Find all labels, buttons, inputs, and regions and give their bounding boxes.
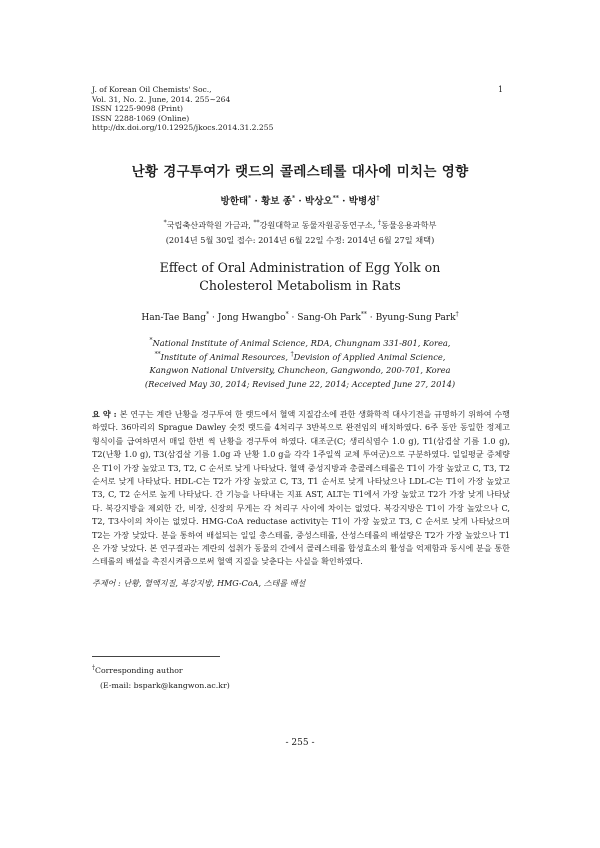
doi-link[interactable]: http://dx.doi.org/10.12925/jkocs.2014.31.2.255 xyxy=(92,123,274,133)
footnote-mark: † xyxy=(92,664,95,672)
author-name: 박병성 xyxy=(348,196,377,207)
affiliation-mark: † xyxy=(290,350,294,358)
footnote-divider xyxy=(92,656,220,657)
author-mark: † xyxy=(455,310,459,318)
author-name: Han-Tae Bang xyxy=(141,313,207,323)
english-title xyxy=(0,259,600,295)
affiliation-mark: * xyxy=(163,219,167,227)
affiliation-text: 동물응용과학부 xyxy=(381,220,437,230)
affiliation-line xyxy=(0,337,600,351)
english-title-line: Effect of Oral Administration of Egg Yolk on xyxy=(159,260,441,275)
footnote xyxy=(92,664,392,693)
author-mark: † xyxy=(376,194,380,202)
author-mark: * xyxy=(291,194,296,202)
issn-online: ISSN 2288-1069 (Online) xyxy=(92,113,190,123)
author-separator: · xyxy=(295,196,306,207)
author-mark: ** xyxy=(360,310,367,318)
english-title-line: Cholesterol Metabolism in Rats xyxy=(199,278,401,293)
page-number-bottom: - 255 - xyxy=(285,738,315,748)
author-separator: · xyxy=(209,313,218,323)
journal-info xyxy=(92,85,392,133)
author-separator: · xyxy=(338,196,349,207)
english-authors xyxy=(0,310,600,323)
journal-name: J. of Korean Oil Chemists' Soc., xyxy=(92,85,212,94)
issn-print: ISSN 1225-9098 (Print) xyxy=(92,104,183,114)
korean-title: 난황 경구투여가 랫드의 콜레스테롤 대사에 미치는 영향 xyxy=(131,164,469,180)
journal-volume: Vol. 31, No. 2. June, 2014. 255~264 xyxy=(92,94,231,104)
affiliation-mark: ** xyxy=(154,350,161,358)
abstract-label: 요 약 : xyxy=(92,409,120,419)
author-name: 황보 종 xyxy=(261,196,292,207)
author-mark: * xyxy=(285,310,289,318)
korean-authors xyxy=(0,193,600,207)
affiliation-text: 강원대학교 동물자원공동연구소, xyxy=(259,220,379,230)
page-number-top: 1 xyxy=(498,85,504,94)
affiliation-text: Devision of Applied Animal Science, xyxy=(293,351,446,362)
author-name: Byung-Sung Park xyxy=(375,313,456,323)
author-separator: · xyxy=(288,313,298,323)
affiliation-text: National Institute of Animal Science, RDA, Chungnam 331-801, Korea, xyxy=(152,338,451,348)
author-mark: ** xyxy=(332,194,339,202)
affiliation-mark: * xyxy=(149,337,153,345)
affiliation-line: Kangwon National University, Chuncheon, Gangwondo, 200-701, Korea xyxy=(149,365,451,376)
korean-affiliations xyxy=(0,218,600,247)
author-name: 박상오 xyxy=(305,196,333,207)
affiliation-text: Institute of Animal Resources, xyxy=(160,351,291,362)
author-name: 방한태 xyxy=(220,196,249,207)
affiliation-mark: ** xyxy=(253,219,260,227)
keywords: 주제어 : 난황, 혈액지질, 복강지방, HMG-CoA, 스테롤 배설 xyxy=(92,578,306,588)
author-mark: * xyxy=(206,310,210,318)
corresponding-author xyxy=(92,664,392,679)
abstract xyxy=(92,408,510,569)
affiliation-line xyxy=(0,351,600,365)
affiliation-mark: † xyxy=(378,219,382,227)
footnote-label: Corresponding author xyxy=(95,666,183,675)
affiliation-text: 국립축산과학원 가금과, xyxy=(166,220,254,230)
author-name: Jong Hwangbo xyxy=(217,313,286,323)
affiliation-line xyxy=(0,218,600,233)
author-name: Sang-Oh Park xyxy=(297,313,361,323)
abstract-text: 본 연구는 계란 난황을 경구투여 한 랫드에서 혈액 지질감소에 관한 생화학적 대사기전을 규명하기 위하여 수행하였다. 36마리의 Sprague Dawley 숫컷 랫드를 4처리구 3반복으로 완전임의 배치하였다. 6주 동안 동일한 정제고형식이를 급여하면서 매일 한번 씩 난황을 경구투여 하였다. 대조군(C; 생리식염수 1.0 g), T1(삼겹살 기름 1.0 g), T2(난황 1.0 g), T3(삼겹살 기름 1.0g 과 난황 1.0 g을 각각 1주일씩 교체 투여군)으로 구분하였다. 일일평균 증체량은 T1이 가장 높았고 T3, T2, C 순서로 낮게 나타났다. 혈액 중성지방과 총콜레스테롤은 T1이 가장 높았고 C, T3, T2 순서로 낮게 나타났다. HDL-C는 T2가 가장 높았고 C, T3, T1 순서로 낮게 나타났으나 LDL-C는 T1이 가장 높았고 T3, C, T2 순서로 높게 나타났다. 간 기능을 나타내는 지표 AST, ALT는 T1에서 가장 높았고 T2가 가장 낮게 나타났다. 복강지방을 제외한 간, 비장, 신장의 무게는 각 처리구 사이에 차이는 없었다. 복강지방은 T1이 가장 높았으나 C, T2, T3사이의 차이는 없었다. HMG-CoA reductase activity는 T1이 가장 높았고 T3, C 순서로 낮게 나타났으며 T2는 가장 낮았다. 분을 통하여 배설되는 일일 총스테롤, 중성스테롤, 산성스테롤의 배설량은 T2가 가장 높았으나 T1은 가장 낮았다. 본 연구결과는 계란의 섭취가 동물의 간에서 콜레스테롤 합성효소의 활성을 억제함과 동시에 분을 통한 스테롤의 배설을 촉진시켜줌으로써 혈액 지질을 낮춘다는 사실을 확인하였다. xyxy=(92,409,510,567)
author-separator: · xyxy=(366,313,376,323)
english-affiliations xyxy=(0,337,600,391)
author-separator: · xyxy=(251,196,262,207)
corresponding-email: (E-mail: bspark@kangwon.ac.kr) xyxy=(100,680,230,690)
english-dates: (Received May 30, 2014; Revised June 22, 2014; Accepted June 27, 2014) xyxy=(144,378,456,389)
korean-dates: (2014년 5월 30일 접수: 2014년 6월 22일 수정: 2014년 6월 27일 채택) xyxy=(165,234,435,245)
author-mark: * xyxy=(248,194,252,202)
